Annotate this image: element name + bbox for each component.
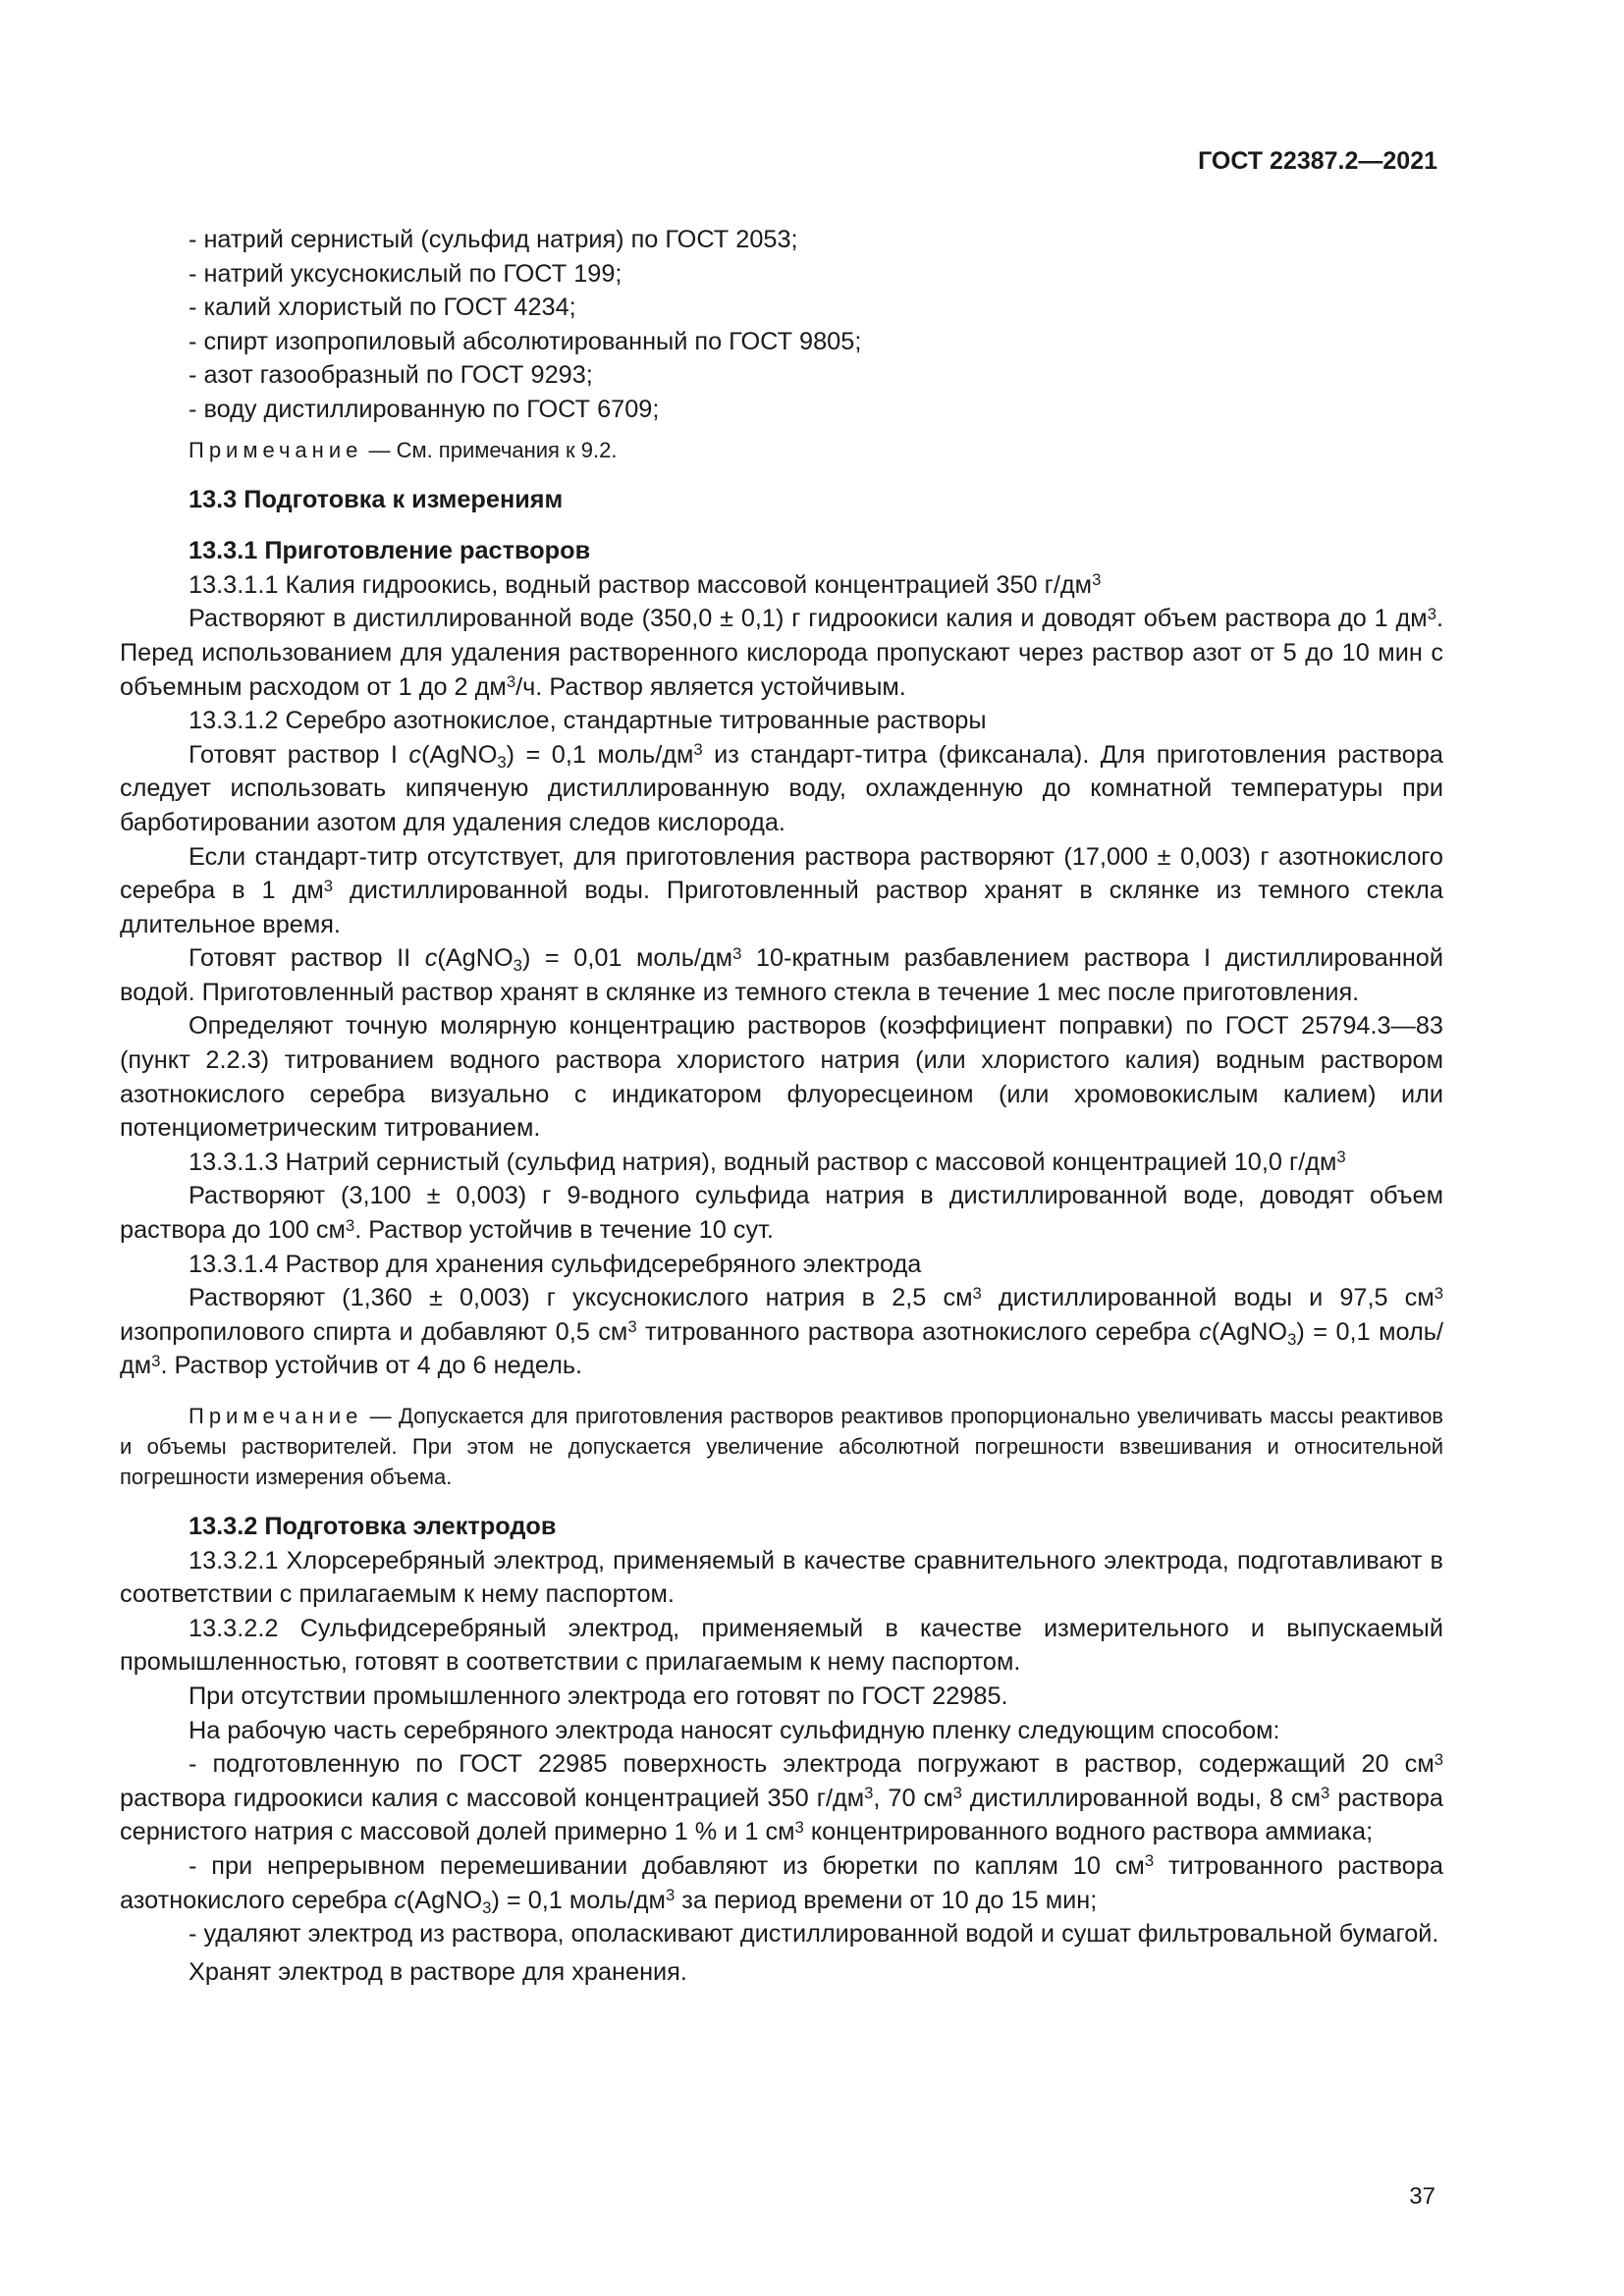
reagent-item: - калий хлористый по ГОСТ 4234;	[189, 294, 576, 322]
reagent-item: - воду дистиллированную по ГОСТ 6709;	[189, 395, 660, 423]
text-run: Растворяют в дистиллированной воде (350,0 ± 0,1) г гидроокиси калия и доводят объем раствора до 1 дм	[189, 605, 1428, 633]
procedure-step: - удаляют электрод из раствора, ополаскивают дистиллированной водой и сушат фильтровальной бумагой.	[189, 1920, 1439, 1949]
text-run: Если стандарт-титр отсутствует, для приготовления раствора растворяют (17,000 ± 0,003) г азотнокислого серебра в 1 дм	[120, 842, 1443, 905]
paragraph: Хранят электрод в растворе для хранения.	[189, 1957, 687, 1986]
text-run: концентрированного водного раствора аммиака;	[803, 1818, 1374, 1846]
text-run: титрованного раствора азотнокислого серебра	[636, 1317, 1200, 1346]
item-13-3-2-2: 13.3.2.2 Сульфидсеребряный электрод, применяемый в качестве измерительного и выпускаемый промышленностью, готовят в соответствии с прилагаемым к нему паспортом.	[120, 1614, 1443, 1677]
text-run: Растворяют (1,360 ± 0,003) г уксуснокислого натрия в 2,5 см	[189, 1284, 973, 1312]
superscript: 3	[732, 943, 742, 963]
section-heading-13-3: 13.3 Подготовка к измерениям	[189, 485, 564, 513]
item-13-3-1-2-title: 13.3.1.2 Серебро азотнокислое, стандартные титрованные растворы	[189, 707, 987, 735]
text-run: (AgNO	[421, 740, 498, 769]
procedure-step	[120, 1747, 1443, 1849]
text-run: ) = 0,1 моль/дм	[120, 1317, 1443, 1380]
superscript: 3	[972, 1283, 982, 1303]
superscript: 3	[1321, 1784, 1330, 1803]
reagent-item: - натрий уксуснокислый по ГОСТ 199;	[189, 259, 623, 288]
item-13-3-1-3-title	[120, 1146, 1443, 1180]
text-run: . Раствор устойчив в течение 10 сут.	[354, 1216, 774, 1245]
superscript: 3	[952, 1784, 962, 1803]
paragraph: При отсутствии промышленного электрода его готовят по ГОСТ 22985.	[189, 1682, 1008, 1710]
superscript: 3	[1092, 570, 1102, 590]
text-run: Растворяют (3,100 ± 0,003) г 9-водного сульфида натрия в дистиллированной воде, доводят объем раствора до 100 см	[120, 1182, 1443, 1245]
text-run: 13.3.1.3 Натрий сернистый (сульфид натрия), водный раствор с массовой концентрацией 10,0 г/дм	[189, 1148, 1337, 1176]
text-run: изопропилового спирта и добавляют 0,5 см	[120, 1317, 628, 1346]
section-heading-13-3-2: 13.3.2 Подготовка электродов	[189, 1513, 557, 1540]
paragraph	[120, 738, 1443, 840]
reagent-item: - азот газообразный по ГОСТ 9293;	[189, 361, 593, 390]
text-run: , 70 см	[873, 1784, 953, 1812]
reagent-list	[120, 223, 1443, 427]
note-text: — Допускается для приготовления растворов реактивов пропорционально увеличивать массы реактивов и объемы растворителей. При этом не допускается увеличение абсолютной погрешности взвешивания и относительной погрешности измерения объема.	[120, 1404, 1443, 1489]
text-run: 10-кратным разбавлением раствора I дистиллированной водой. Приготовленный раствор хранят в склянке из темного стекла в течение 1 мес после приготовления.	[120, 944, 1443, 1006]
text-run: - подготовленную по ГОСТ 22985 поверхность электрода погружают в раствор, содержащий 20 см	[189, 1750, 1435, 1779]
superscript: 3	[506, 672, 516, 692]
superscript: 3	[1434, 1283, 1443, 1303]
text-run: Готовят раствор I	[189, 740, 409, 769]
paragraph	[120, 840, 1443, 942]
text-run: ) = 0,1 моль/дм	[506, 740, 694, 769]
text-run: . Перед использованием для удаления растворенного кислорода пропускают через раствор азот от 5 до 10 мин с объемным расходом от 1 до 2 дм	[120, 605, 1443, 701]
subscript: 3	[497, 752, 507, 772]
note-2	[120, 1401, 1443, 1492]
reagent-item: - натрий сернистый (сульфид натрия) по ГОСТ 2053;	[189, 226, 798, 253]
text-run: ) = 0,1 моль/дм	[491, 1886, 666, 1914]
item-13-3-1-4-title: 13.3.1.4 Раствор для хранения сульфидсеребряного электрода	[189, 1250, 922, 1278]
subscript: 3	[482, 1897, 492, 1917]
superscript: 3	[345, 1215, 355, 1235]
paragraph	[120, 1281, 1443, 1383]
superscript: 3	[1144, 1851, 1155, 1871]
text-run: . Раствор устойчив от 4 до 6 недель.	[160, 1352, 583, 1380]
superscript: 3	[1434, 1749, 1443, 1769]
paragraph	[120, 1179, 1443, 1247]
reagent-item: - спирт изопропиловый абсолютированный по ГОСТ 9805;	[189, 327, 862, 355]
paragraph: На рабочую часть серебряного электрода наносят сульфидную пленку следующим способом:	[189, 1716, 1280, 1744]
superscript: 3	[794, 1817, 804, 1837]
subscript: 3	[1287, 1329, 1297, 1349]
document-body	[120, 223, 1443, 1989]
text-run: - при непрерывном перемешивании добавляют из бюретки по каплям 10 см	[189, 1851, 1145, 1880]
superscript: 3	[665, 1886, 676, 1905]
note-1	[120, 435, 1443, 465]
item-13-3-2-1: 13.3.2.1 Хлорсеребряный электрод, применяемый в качестве сравнительного электрода, подготавливают в соответствии с прилагаемым к нему паспортом.	[120, 1546, 1443, 1609]
text-run: (AgNO	[1211, 1317, 1288, 1346]
text-run: раствора гидроокиси калия с массовой концентрацией 350 г/дм	[120, 1784, 865, 1812]
text-run: (AgNO	[406, 1886, 483, 1914]
note-label: Примечание	[189, 437, 363, 462]
paragraph	[120, 602, 1443, 704]
document-header-code: ГОСТ 22387.2—2021	[1198, 147, 1437, 175]
text-run: /ч. Раствор является устойчивым.	[515, 672, 906, 701]
text-run: за период времени от 10 до 15 мин;	[675, 1886, 1098, 1914]
note-text: — См. примечания к 9.2.	[362, 437, 618, 462]
text-run: Готовят раствор II	[189, 944, 425, 973]
superscript: 3	[323, 876, 334, 895]
symbol-c: c	[1199, 1317, 1212, 1346]
superscript: 3	[151, 1351, 161, 1370]
paragraph: Определяют точную молярную концентрацию растворов (коэффициент поправки) по ГОСТ 25794.3—83 (пункт 2.2.3) титрованием водного раствора хлористого натрия (или хлористого калия) водным раствором азотнокислого серебра визуально с индикатором флуоресцеином (или хромовокислым калием) или потенциометрическим титрованием.	[120, 1012, 1443, 1143]
symbol-c: c	[424, 944, 438, 973]
text-run: дистиллированной воды и 97,5 см	[981, 1284, 1435, 1312]
superscript: 3	[864, 1784, 874, 1803]
procedure-step	[120, 1849, 1443, 1917]
note-label: Примечание	[189, 1404, 363, 1428]
text-run: дистиллированной воды, 8 см	[961, 1784, 1321, 1812]
subscript: 3	[513, 956, 522, 976]
symbol-c: c	[408, 740, 422, 769]
text-run: (AgNO	[437, 944, 514, 973]
symbol-c: c	[394, 1886, 406, 1914]
item-13-3-1-1-title	[120, 568, 1443, 603]
text-run: из стандарт-титра (фиксанала). Для приготовления раствора следует использовать кипяченую дистиллированную воду, охлажденную до комнатной температуры при барботировании азотом для удаления следов кислорода.	[120, 740, 1443, 836]
superscript: 3	[627, 1317, 637, 1337]
text-run: 13.3.1.1 Калия гидроокись, водный раствор массовой концентрацией 350 г/дм	[189, 570, 1093, 599]
superscript: 3	[1336, 1148, 1346, 1167]
paragraph	[120, 941, 1443, 1009]
page-number: 37	[1409, 2183, 1435, 2210]
superscript: 3	[1427, 604, 1436, 623]
text-run: дистиллированной воды. Приготовленный раствор хранят в склянке из темного стекла длительное время.	[120, 877, 1443, 938]
text-run: ) = 0,01 моль/дм	[521, 944, 733, 973]
superscript: 3	[693, 740, 703, 760]
text-run: раствора сернистого натрия с массовой долей примерно 1 % и 1 см	[120, 1784, 1444, 1846]
text-run: титрованного раствора азотнокислого серебра	[120, 1851, 1443, 1914]
section-heading-13-3-1: 13.3.1 Приготовление растворов	[189, 537, 591, 565]
